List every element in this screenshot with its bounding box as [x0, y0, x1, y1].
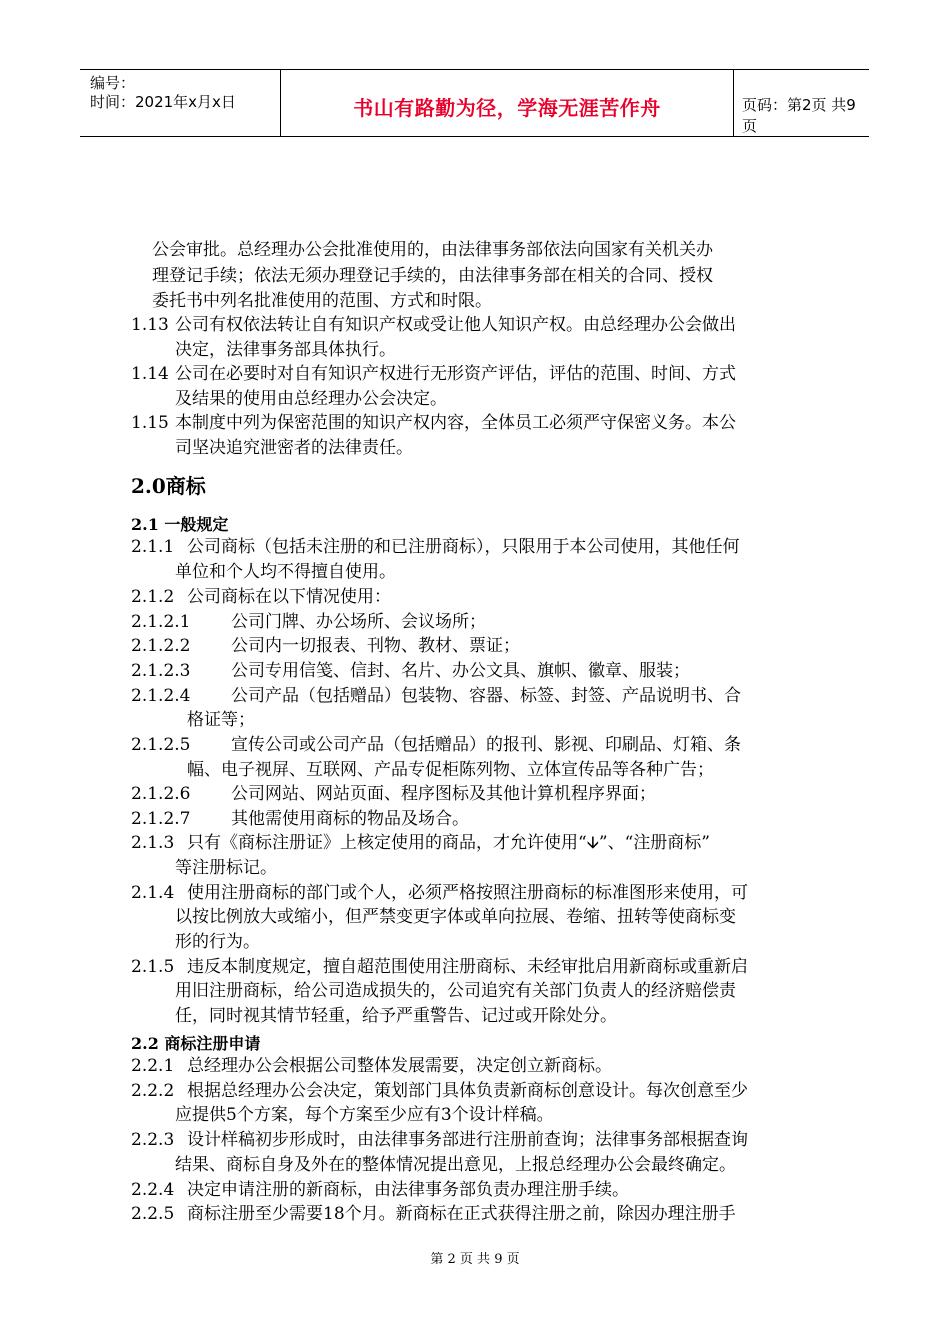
item-line: 只有《商标注册证》上核定使用的商品，才允许使用“🡫”、“注册商标” — [187, 833, 710, 853]
item-line: 以按比例放大或缩小，但严禁变更字体或单向拉展、卷缩、扭转等使商标变 — [175, 907, 736, 927]
item-number: 2.2.3 — [131, 1130, 175, 1150]
item-line: 公司产品（包括赠品）包装物、容器、标签、封签、产品说明书、合 — [231, 686, 741, 706]
item-line: 公司商标（包括未注册的和已注册商标），只限用于本公司使用，其他任何 — [187, 537, 740, 557]
item-line: 设计样稿初步形成时，由法律事务部进行注册前查询；法律事务部根据查询 — [187, 1130, 748, 1150]
item-line: 任，同时视其情节轻重，给予严重警告、记过或开除处分。 — [175, 1006, 617, 1026]
header-motto: 书山有路勤为径，学海无涯苦作舟 — [353, 96, 661, 120]
item-line: 公司专用信笺、信封、名片、办公文具、旗帜、徽章、服装； — [231, 661, 690, 681]
item-number: 2.1.2.4 — [131, 686, 191, 706]
item-line: 根据总经理办公会决定，策划部门具体负责新商标创意设计。每次创意至少 — [187, 1081, 748, 1101]
item-line: 公司网站、网站页面、程序图标及其他计算机程序界面； — [231, 784, 656, 804]
item-line: 商标注册至少需要18个月。新商标在正式获得注册之前，除因办理注册手 — [187, 1204, 736, 1224]
header-page-number: 页码：第2页 共9页 — [742, 96, 856, 135]
item-line: 使用注册商标的部门或个人，必须严格按照注册商标的标准图形来使用，可 — [187, 883, 748, 903]
clause-line: 决定，法律事务部具体执行。 — [175, 340, 396, 360]
item-number: 2.1.2 — [131, 587, 175, 607]
document-number: 编号： — [90, 74, 136, 92]
item-number: 2.1.2.1 — [131, 612, 191, 632]
item-number: 2.1.5 — [131, 957, 175, 977]
clause-line: 公司在必要时对自有知识产权进行无形资产评估，评估的范围、时间、方式 — [175, 364, 736, 384]
item-number: 2.1.2.6 — [131, 784, 191, 804]
subsection-heading: 2.1 一般规定 — [131, 515, 229, 534]
item-line: 公司商标在以下情况使用： — [187, 587, 391, 607]
page-footer: 第 2 页 共 9 页 — [430, 1252, 520, 1267]
item-line: 公司内一切报表、刊物、教材、票证； — [231, 636, 520, 656]
item-line: 宣传公司或公司产品（包括赠品）的报刊、影视、印刷品、灯箱、条 — [231, 735, 741, 755]
item-line: 决定申请注册的新商标，由法律事务部负责办理注册手续。 — [187, 1180, 629, 1200]
item-line: 违反本制度规定，擅自超范围使用注册商标、未经审批启用新商标或重新启 — [187, 957, 748, 977]
item-line: 用旧注册商标，给公司造成损失的，公司追究有关部门负责人的经济赔偿责 — [175, 981, 736, 1001]
header-motto-cell — [281, 70, 734, 136]
item-line: 格证等； — [187, 710, 255, 730]
header-page-cell — [734, 70, 869, 136]
item-line: 其他需使用商标的物品及场合。 — [231, 809, 469, 829]
item-number: 2.2.2 — [131, 1081, 175, 1101]
item-line: 结果、商标自身及外在的整体情况提出意见，上报总经理办公会最终确定。 — [175, 1155, 736, 1175]
item-line: 形的行为。 — [175, 932, 260, 952]
item-number: 2.1.2.5 — [131, 735, 191, 755]
page-header — [80, 69, 869, 137]
clause-line: 及结果的使用由总经理办公会决定。 — [175, 389, 447, 409]
clause-line: 本制度中列为保密范围的知识产权内容，全体员工必须严守保密义务。本公 — [175, 413, 736, 433]
item-number: 2.1.3 — [131, 833, 175, 853]
paragraph-line: 理登记手续；依法无须办理登记手续的，由法律事务部在相关的合同、授权 — [152, 266, 713, 286]
item-number: 2.2.5 — [131, 1204, 175, 1224]
clause-line: 司坚决追究泄密者的法律责任。 — [175, 438, 413, 458]
paragraph-line: 公会审批。总经理办公会批准使用的，由法律事务部依法向国家有关机关办 — [152, 240, 713, 260]
item-number: 2.1.2.7 — [131, 809, 191, 829]
item-line: 单位和个人均不得擅自使用。 — [175, 562, 396, 582]
item-number: 2.1.2.3 — [131, 661, 191, 681]
clause-number: 1.13 — [131, 315, 169, 335]
clause-number: 1.14 — [131, 364, 169, 384]
item-number: 2.2.4 — [131, 1180, 175, 1200]
item-line: 幅、电子视屏、互联网、产品专促柜陈列物、立体宣传品等各种广告； — [187, 760, 714, 780]
clause-line: 公司有权依法转让自有知识产权或受让他人知识产权。由总经理办公会做出 — [175, 315, 736, 335]
item-number: 2.1.2.2 — [131, 636, 191, 656]
section-heading: 2.0商标 — [131, 474, 206, 498]
item-line: 公司门牌、办公场所、会议场所； — [231, 612, 486, 632]
item-number: 2.1.1 — [131, 537, 175, 557]
subsection-heading: 2.2 商标注册申请 — [131, 1034, 261, 1053]
item-number: 2.1.4 — [131, 883, 175, 903]
paragraph-line: 委托书中列名批准使用的范围、方式和时限。 — [152, 291, 492, 311]
header-meta-cell — [80, 70, 281, 136]
clause-number: 1.15 — [131, 413, 169, 433]
item-line: 总经理办公会根据公司整体发展需要，决定创立新商标。 — [187, 1056, 612, 1076]
item-line: 等注册标记。 — [175, 858, 277, 878]
document-date: 时间：2021年x月x日 — [90, 93, 236, 111]
item-line: 应提供5个方案，每个方案至少应有3个设计样稿。 — [175, 1105, 554, 1125]
item-number: 2.2.1 — [131, 1056, 175, 1076]
